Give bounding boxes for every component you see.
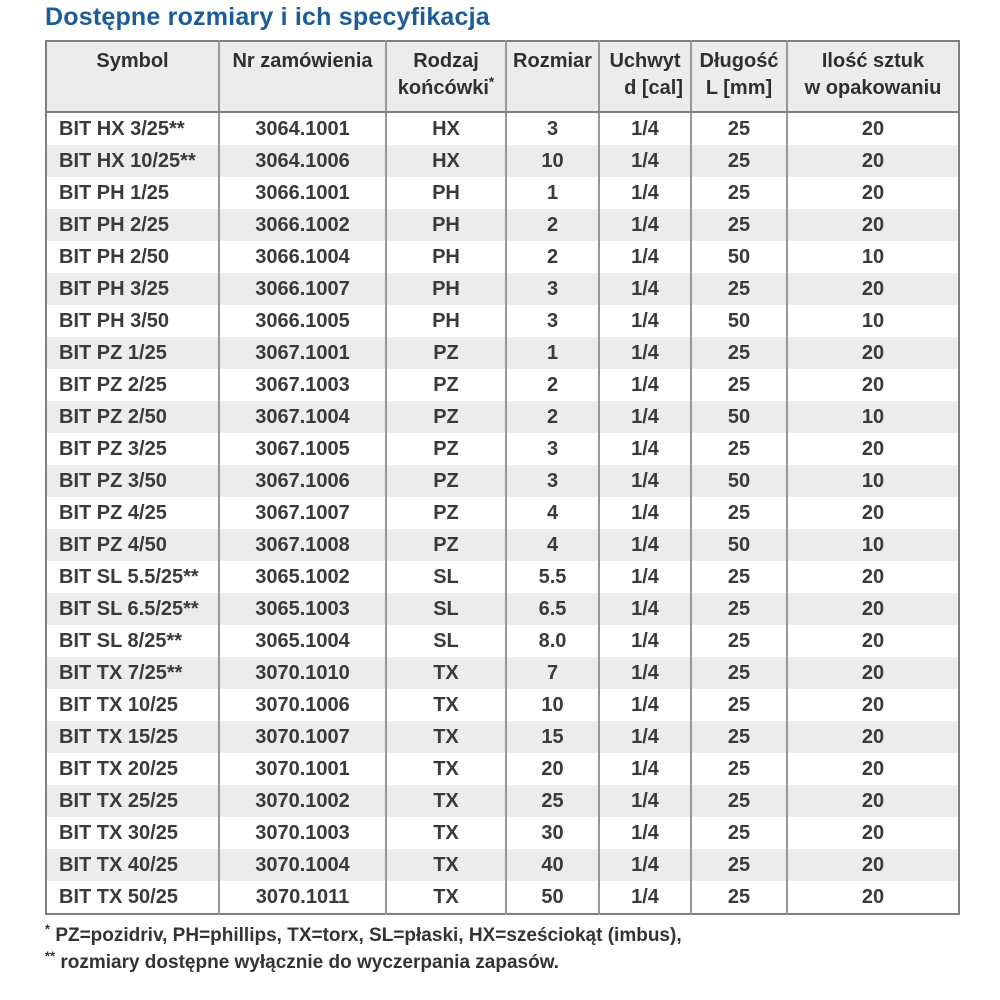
cell-uchwyt: 1/4 [599,241,691,273]
cell-dlugosc: 25 [691,849,787,881]
cell-rozmiar: 2 [506,241,599,273]
table-row [46,625,959,657]
cell-symbol: BIT PZ 1/25 [46,337,219,369]
cell-ilosc-sztuk: 20 [787,433,959,465]
cell-nr-zamowienia: 3070.1002 [219,785,386,817]
cell-dlugosc: 25 [691,881,787,914]
cell-rodzaj-koncowki: TX [386,721,506,753]
cell-uchwyt: 1/4 [599,625,691,657]
cell-symbol: BIT PH 2/25 [46,209,219,241]
cell-rodzaj-koncowki: PZ [386,369,506,401]
cell-rodzaj-koncowki: PZ [386,401,506,433]
cell-ilosc-sztuk: 20 [787,721,959,753]
cell-symbol: BIT PZ 2/50 [46,401,219,433]
cell-ilosc-sztuk: 20 [787,625,959,657]
cell-rodzaj-koncowki: SL [386,625,506,657]
cell-symbol: BIT PH 2/50 [46,241,219,273]
cell-rozmiar: 3 [506,465,599,497]
table-row [46,817,959,849]
cell-rodzaj-koncowki: PH [386,305,506,337]
cell-uchwyt: 1/4 [599,721,691,753]
col-header-unit: L [mm] [705,77,773,99]
cell-nr-zamowienia: 3066.1005 [219,305,386,337]
cell-dlugosc: 25 [691,433,787,465]
cell-symbol: BIT PH 3/50 [46,305,219,337]
cell-rozmiar: 1 [506,337,599,369]
cell-symbol: BIT TX 30/25 [46,817,219,849]
cell-nr-zamowienia: 3067.1005 [219,433,386,465]
cell-symbol: BIT TX 7/25** [46,657,219,689]
cell-nr-zamowienia: 3064.1001 [219,112,386,145]
table-row [46,241,959,273]
cell-symbol: BIT PZ 4/50 [46,529,219,561]
cell-rodzaj-koncowki: TX [386,817,506,849]
cell-rozmiar: 2 [506,369,599,401]
cell-nr-zamowienia: 3067.1001 [219,337,386,369]
cell-dlugosc: 50 [691,305,787,337]
cell-rodzaj-koncowki: TX [386,753,506,785]
table-row [46,401,959,433]
cell-ilosc-sztuk: 20 [787,177,959,209]
cell-rodzaj-koncowki: PH [386,177,506,209]
cell-uchwyt: 1/4 [599,689,691,721]
footnotes [45,922,958,976]
cell-ilosc-sztuk: 20 [787,497,959,529]
cell-rodzaj-koncowki: SL [386,561,506,593]
cell-rozmiar: 3 [506,305,599,337]
spec-table-header [46,41,959,112]
footnote-marker: ** [45,948,56,964]
cell-nr-zamowienia: 3065.1004 [219,625,386,657]
cell-rozmiar: 5.5 [506,561,599,593]
cell-ilosc-sztuk: 20 [787,209,959,241]
page-title: Dostępne rozmiary i ich specyfikacja [45,3,490,31]
table-row [46,112,959,145]
table-row [46,561,959,593]
cell-dlugosc: 25 [691,593,787,625]
cell-nr-zamowienia: 3070.1001 [219,753,386,785]
cell-rodzaj-koncowki: TX [386,849,506,881]
col-header-dlugosc [691,41,787,112]
col-header-label: Długość [699,50,779,72]
table-row [46,369,959,401]
cell-symbol: BIT PZ 3/25 [46,433,219,465]
cell-nr-zamowienia: 3070.1004 [219,849,386,881]
cell-rozmiar: 30 [506,817,599,849]
cell-uchwyt: 1/4 [599,657,691,689]
table-row [46,209,959,241]
cell-uchwyt: 1/4 [599,785,691,817]
cell-dlugosc: 25 [691,625,787,657]
cell-symbol: BIT TX 50/25 [46,881,219,914]
cell-dlugosc: 25 [691,689,787,721]
table-row [46,849,959,881]
cell-ilosc-sztuk: 10 [787,401,959,433]
cell-symbol: BIT HX 10/25** [46,145,219,177]
footnote-marker: * [45,921,51,937]
cell-ilosc-sztuk: 10 [787,465,959,497]
col-header-label: Symbol [96,50,169,72]
table-row [46,529,959,561]
cell-rozmiar: 20 [506,753,599,785]
cell-symbol: BIT PH 3/25 [46,273,219,305]
cell-rodzaj-koncowki: HX [386,112,506,145]
cell-ilosc-sztuk: 20 [787,593,959,625]
cell-rodzaj-koncowki: TX [386,657,506,689]
cell-dlugosc: 25 [691,145,787,177]
cell-rodzaj-koncowki: PH [386,209,506,241]
col-header-rodzaj-koncowki [386,41,506,112]
spec-table-body [46,112,959,914]
cell-symbol: BIT SL 5.5/25** [46,561,219,593]
cell-symbol: BIT TX 10/25 [46,689,219,721]
cell-rozmiar: 25 [506,785,599,817]
cell-ilosc-sztuk: 20 [787,112,959,145]
cell-uchwyt: 1/4 [599,497,691,529]
spec-table [45,40,960,915]
cell-ilosc-sztuk: 20 [787,817,959,849]
col-header-label: Rodzaj [413,50,479,72]
cell-nr-zamowienia: 3065.1002 [219,561,386,593]
footnote-text: rozmiary dostępne wyłącznie do wyczerpania zapasów. [60,952,560,973]
cell-rozmiar: 40 [506,849,599,881]
cell-dlugosc: 25 [691,497,787,529]
cell-uchwyt: 1/4 [599,112,691,145]
cell-rodzaj-koncowki: PZ [386,465,506,497]
cell-rodzaj-koncowki: PZ [386,433,506,465]
cell-dlugosc: 25 [691,177,787,209]
cell-symbol: BIT HX 3/25** [46,112,219,145]
cell-nr-zamowienia: 3067.1007 [219,497,386,529]
cell-uchwyt: 1/4 [599,337,691,369]
cell-uchwyt: 1/4 [599,817,691,849]
footnote-ref-asterisk: * [488,74,495,90]
cell-rozmiar: 3 [506,273,599,305]
footnote-text: PZ=pozidriv, PH=phillips, TX=torx, SL=płaski, HX=sześciokąt (imbus), [55,925,682,946]
cell-dlugosc: 50 [691,465,787,497]
table-row [46,881,959,914]
cell-uchwyt: 1/4 [599,465,691,497]
table-row [46,593,959,625]
table-row [46,337,959,369]
cell-ilosc-sztuk: 10 [787,305,959,337]
cell-dlugosc: 50 [691,529,787,561]
table-row [46,305,959,337]
cell-nr-zamowienia: 3066.1001 [219,177,386,209]
cell-rozmiar: 6.5 [506,593,599,625]
table-row [46,273,959,305]
cell-dlugosc: 25 [691,209,787,241]
cell-rozmiar: 3 [506,112,599,145]
col-header-symbol [46,41,219,112]
cell-dlugosc: 25 [691,657,787,689]
table-row [46,177,959,209]
col-header-label: Ilość sztuk [821,50,925,72]
cell-symbol: BIT PZ 4/25 [46,497,219,529]
cell-rozmiar: 15 [506,721,599,753]
cell-dlugosc: 25 [691,753,787,785]
cell-nr-zamowienia: 3065.1003 [219,593,386,625]
cell-rozmiar: 4 [506,497,599,529]
cell-ilosc-sztuk: 20 [787,881,959,914]
header-row [46,41,959,112]
cell-rodzaj-koncowki: TX [386,881,506,914]
cell-rodzaj-koncowki: SL [386,593,506,625]
table-row [46,753,959,785]
table-row [46,465,959,497]
cell-rodzaj-koncowki: PH [386,273,506,305]
cell-ilosc-sztuk: 20 [787,561,959,593]
cell-nr-zamowienia: 3066.1007 [219,273,386,305]
cell-uchwyt: 1/4 [599,529,691,561]
cell-symbol: BIT PZ 3/50 [46,465,219,497]
col-header-ilosc-sztuk [787,41,959,112]
cell-dlugosc: 25 [691,273,787,305]
cell-rozmiar: 1 [506,177,599,209]
cell-uchwyt: 1/4 [599,369,691,401]
col-header-unit: d [cal] [624,77,683,99]
cell-ilosc-sztuk: 10 [787,241,959,273]
cell-rodzaj-koncowki: PZ [386,529,506,561]
col-header-label: Rozmiar [513,50,592,72]
cell-dlugosc: 50 [691,241,787,273]
cell-symbol: BIT SL 8/25** [46,625,219,657]
cell-uchwyt: 1/4 [599,593,691,625]
cell-dlugosc: 50 [691,401,787,433]
cell-rodzaj-koncowki: TX [386,689,506,721]
cell-uchwyt: 1/4 [599,433,691,465]
col-header-label: końcówki [397,77,489,99]
cell-ilosc-sztuk: 20 [787,785,959,817]
cell-ilosc-sztuk: 20 [787,273,959,305]
cell-dlugosc: 25 [691,817,787,849]
table-row [46,497,959,529]
cell-nr-zamowienia: 3066.1004 [219,241,386,273]
cell-nr-zamowienia: 3067.1006 [219,465,386,497]
cell-nr-zamowienia: 3067.1004 [219,401,386,433]
cell-ilosc-sztuk: 20 [787,369,959,401]
col-header-uchwyt [599,41,691,112]
cell-rozmiar: 2 [506,401,599,433]
table-row [46,433,959,465]
cell-uchwyt: 1/4 [599,881,691,914]
footnote-asterisk [45,922,958,949]
cell-symbol: BIT TX 25/25 [46,785,219,817]
cell-symbol: BIT TX 15/25 [46,721,219,753]
cell-ilosc-sztuk: 20 [787,145,959,177]
cell-rodzaj-koncowki: TX [386,785,506,817]
table-row [46,721,959,753]
cell-rodzaj-koncowki: PZ [386,337,506,369]
cell-ilosc-sztuk: 20 [787,657,959,689]
cell-dlugosc: 25 [691,112,787,145]
col-header-label: Nr zamówienia [232,50,373,72]
cell-uchwyt: 1/4 [599,177,691,209]
cell-symbol: BIT TX 40/25 [46,849,219,881]
cell-symbol: BIT PZ 2/25 [46,369,219,401]
cell-rozmiar: 4 [506,529,599,561]
cell-rozmiar: 10 [506,145,599,177]
cell-nr-zamowienia: 3070.1003 [219,817,386,849]
cell-ilosc-sztuk: 20 [787,849,959,881]
cell-rozmiar: 50 [506,881,599,914]
cell-ilosc-sztuk: 20 [787,689,959,721]
cell-nr-zamowienia: 3067.1008 [219,529,386,561]
cell-dlugosc: 25 [691,369,787,401]
cell-nr-zamowienia: 3070.1007 [219,721,386,753]
cell-dlugosc: 25 [691,561,787,593]
table-row [46,689,959,721]
col-header-label: Uchwyt [609,50,681,72]
cell-dlugosc: 25 [691,337,787,369]
cell-dlugosc: 25 [691,721,787,753]
cell-nr-zamowienia: 3070.1011 [219,881,386,914]
cell-rozmiar: 8.0 [506,625,599,657]
cell-symbol: BIT PH 1/25 [46,177,219,209]
cell-ilosc-sztuk: 20 [787,337,959,369]
cell-nr-zamowienia: 3070.1006 [219,689,386,721]
footnote-double-asterisk [45,949,958,976]
cell-rozmiar: 10 [506,689,599,721]
cell-rodzaj-koncowki: PH [386,241,506,273]
table-row [46,785,959,817]
col-header-label: w opakowaniu [804,77,942,99]
cell-uchwyt: 1/4 [599,273,691,305]
cell-uchwyt: 1/4 [599,561,691,593]
col-header-nr-zamowienia [219,41,386,112]
cell-uchwyt: 1/4 [599,209,691,241]
cell-nr-zamowienia: 3064.1006 [219,145,386,177]
cell-uchwyt: 1/4 [599,145,691,177]
cell-rodzaj-koncowki: HX [386,145,506,177]
cell-uchwyt: 1/4 [599,753,691,785]
cell-dlugosc: 25 [691,785,787,817]
cell-symbol: BIT SL 6.5/25** [46,593,219,625]
col-header-rozmiar [506,41,599,112]
cell-uchwyt: 1/4 [599,401,691,433]
cell-uchwyt: 1/4 [599,849,691,881]
table-row [46,145,959,177]
cell-ilosc-sztuk: 20 [787,753,959,785]
cell-rozmiar: 3 [506,433,599,465]
cell-nr-zamowienia: 3070.1010 [219,657,386,689]
cell-uchwyt: 1/4 [599,305,691,337]
cell-nr-zamowienia: 3066.1002 [219,209,386,241]
cell-symbol: BIT TX 20/25 [46,753,219,785]
cell-ilosc-sztuk: 10 [787,529,959,561]
cell-rozmiar: 7 [506,657,599,689]
table-row [46,657,959,689]
cell-nr-zamowienia: 3067.1003 [219,369,386,401]
cell-rozmiar: 2 [506,209,599,241]
cell-rodzaj-koncowki: PZ [386,497,506,529]
